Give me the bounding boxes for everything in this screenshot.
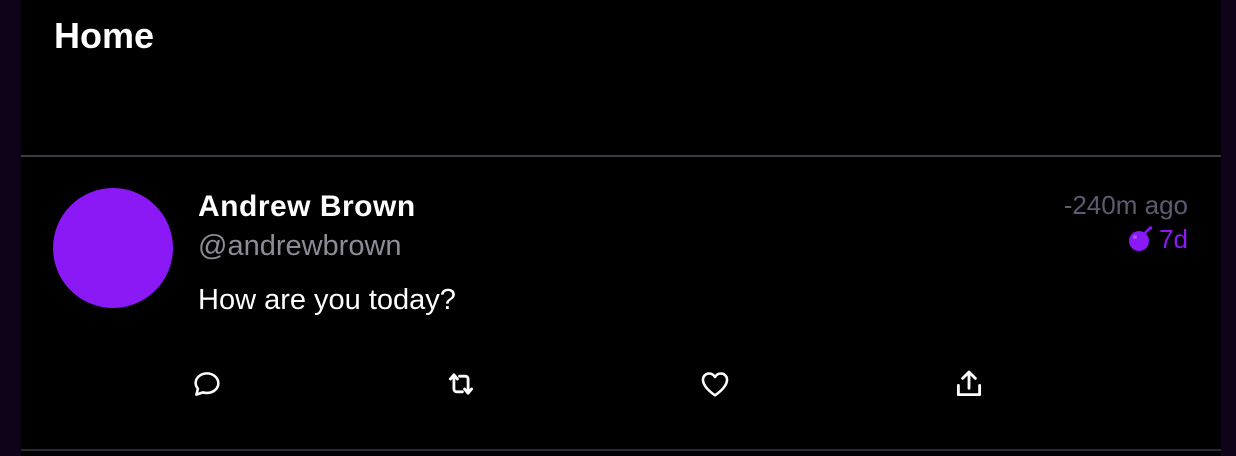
reply-icon [190,367,224,401]
reply-button[interactable] [185,362,229,406]
share-icon [952,367,986,401]
bomb-icon [1127,225,1155,253]
avatar[interactable] [53,188,173,308]
post-time-ago: -240m ago [1063,190,1188,220]
author-handle[interactable]: @andrewbrown [198,230,402,262]
repost-button[interactable] [439,362,483,406]
header [21,0,1221,157]
post-expiry [1127,223,1188,255]
like-button[interactable] [693,362,737,406]
post-item[interactable] [21,157,1221,451]
share-button[interactable] [947,362,991,406]
repost-icon [444,367,478,401]
post-actions [21,362,1221,406]
post-message: How are you today? [198,284,456,316]
post-expiry-label: 7d [1159,224,1188,254]
author-display-name[interactable]: Andrew Brown [198,190,416,223]
app-container [21,0,1221,456]
page-title: Home [54,15,155,56]
like-icon [698,367,732,401]
